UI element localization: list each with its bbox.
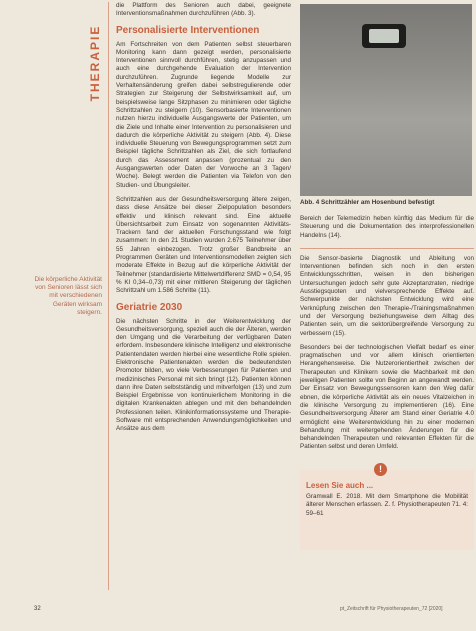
paragraph: Schrittzahlen aus der Gesundheitsversorgung ältere zeigen, dass diese Ansätze bei dieser Zielpopulation besonders effektiv und klinisch relevant sind. Eine aktuelle Übersichtsarbeit zum Einsatz von sogenannten Aktivitäts-Trackern fand der aktuellen Forschungsstand wie folgt zusammen: In den 21 Studien wurden 2.675 Teilnehmer über 55 Jahren einbezogen. Trotz großer Bandbreite an Programmen Geräten und Interventionsmodellen zeigten sich moderate Effekte in Bezug auf die körperliche Aktivität der Teilnehmer (standardisierte Mittelwertdifferenz SMD = 0,54, 95 % KI 0,34–0,73) mit einer mittleren Steigerung der täglichen Schrittzahl um 1.586 Schritte (11).: [116, 195, 291, 295]
paragraph: Besonders bei der technologischen Vielfalt bedarf es einer pragmatischen und vor allem klinisch orientierten Herangehensweise. Die Nutzerorientiertheit zwischen der Therapeuten und Klinikern sowie die Machbarkeit mit den jeweiligen Patienten sollte von Beginn an angewandt werden. Der Einsatz von Bewegungssensoren kann den Weg dafür ebnen, die körperliche Aktivität als ein neues Vitalzeichen in die klinische Versorgung zu implementieren (16). Eine Gesundheitsversorgung Älterer am Stand einer Geriatrie 4.0 ermöglicht eine Weiterentwicklung hin zu einer modernen Behandlung mit weitergehenden Änderungen für die behandelnden Therapeuten und relevanten Effekten für die Patienten selbst und deren Umfeld.: [300, 343, 474, 451]
column-right: [300, 2, 474, 550]
section-label: THERAPIE: [88, 24, 102, 102]
divider: [300, 248, 474, 249]
divider-line: [108, 2, 109, 590]
column-left: [116, 2, 291, 440]
paragraph: die Plattform des Senioren auch dabei, geeignete Interventionsmaßnahmen durchzuführen (Abb. 3).: [116, 2, 291, 18]
page-number: 32: [34, 606, 41, 612]
reading-tip-text: Gramwall E. 2018. Mit dem Smartphone die Mobilität älterer Menschen erfassen. Z. f. Physiotherapeuten 71. 4: 59–61: [306, 493, 468, 517]
step-counter-device: [362, 24, 406, 48]
paragraph: Am Fortschreiten von dem Patienten selbst steuerbaren Monitoring kann dann gezeigt werden, personalisierte Interventionen sinnvoll durchführen, stetig anzupassen und auch eine durchgehende Evaluation der Intervention durchzuführen. Zugrunde liegende Modelle zur Verhaltensänderung greifen dabei selbstregulierende oder Strategien zur Steigerung der Selbstwirksamkeit auf, um beispielsweise lange Sitzphasen zu minimieren oder tägliche Schrittzahlen zu steigern (10). Sensorbasierte Interventionen nutzen hierzu individuelle Ausgangswerte der Patienten, um die Ziele und Inhalte einer Intervention zu personalisieren und dadurch die körperliche Aktivität zu steigern (Abb. 4). Diese individuelle Steuerung von Bewegungsprogrammen setzt zum Beispiel tägliche Schrittzahlen als Ziel, die sich fortlaufend durch das Assessment anpassen (prozentual zu den Ausgangswerten oder Daten der Vorwoche an 3 Tagen/ Woche). Belegt werden die Patienten via Telefon von den Studien- und Übungsleiter.: [116, 40, 291, 189]
reading-tip-box: [300, 463, 474, 550]
paragraph: Bereich der Telemedizin heben künftig das Medium für die Steuerung und die Dokumentation des interprofessionellen Handelns (14).: [300, 215, 474, 239]
section-heading-geriatrie: Geriatrie 2030: [116, 301, 183, 313]
journal-footer: pt_Zeitschrift für Physiotherapeuten_72 [2020]: [340, 606, 443, 612]
paragraph: Die nächsten Schritte in der Weiterentwicklung der Gesundheitsversorgung, speziell auch die der Älteren, werden den Umgang und die Verarbeitung der verfügbaren Daten erfordern. Insbesondere klinische Intelligenz und elektronische Patientendaten werden hierbei eine wesentliche Rolle spielen. Elektronische Patientenakten werden die bedeutendsten Promotor bilden, wo viele Verbesserungen für Patienten und medizinisches Personal mit sich bringt (12). Patienten können dann ihre Daten selbstständig und mitverfolgen (13) und zum Beispiel Ergebnisse von kontinuierlichem Monitoring in die digitalen Krankenakten ablegen und mit den behandelnden Professionen teilen. Klinikinformationssysteme und Therapie-Software mit entsprechenden Anwendungsmöglichkeiten und Ansätze aus dem: [116, 317, 291, 433]
exclamation-icon: !: [374, 463, 387, 476]
figure-caption: Abb. 4 Schrittzähler am Hosenbund befestigt: [300, 199, 435, 206]
section-heading-personalisierte: Personalisierte Interventionen: [116, 24, 260, 36]
figure-photo: [300, 4, 472, 196]
pull-quote: Die körperliche Aktivität von Senioren lässt sich mit verschiedenen Geräten wirksam steigern.: [34, 276, 102, 316]
reading-tip-title: Lesen Sie auch ...: [306, 480, 374, 490]
paragraph: Die Sensor-basierte Diagnostik und Ableitung von Interventionen befinden sich noch in den ersten Entwicklungsschritten, weisen in den bisherigen Untersuchungen jedoch sehr gute Akzeptanzraten, niedrige Ausstiegsquoten und vielversprechende Effekte auf. Schwerpunkte der nächsten Entwicklung wird eine Verknüpfung zwischen den Therapie-/Trainingsmaßnahmen und der Versorgung beziehungsweise dem Alltag des Patienten sein, um die sektorübergreifende Versorgung zu verbessern (15).: [300, 254, 474, 337]
